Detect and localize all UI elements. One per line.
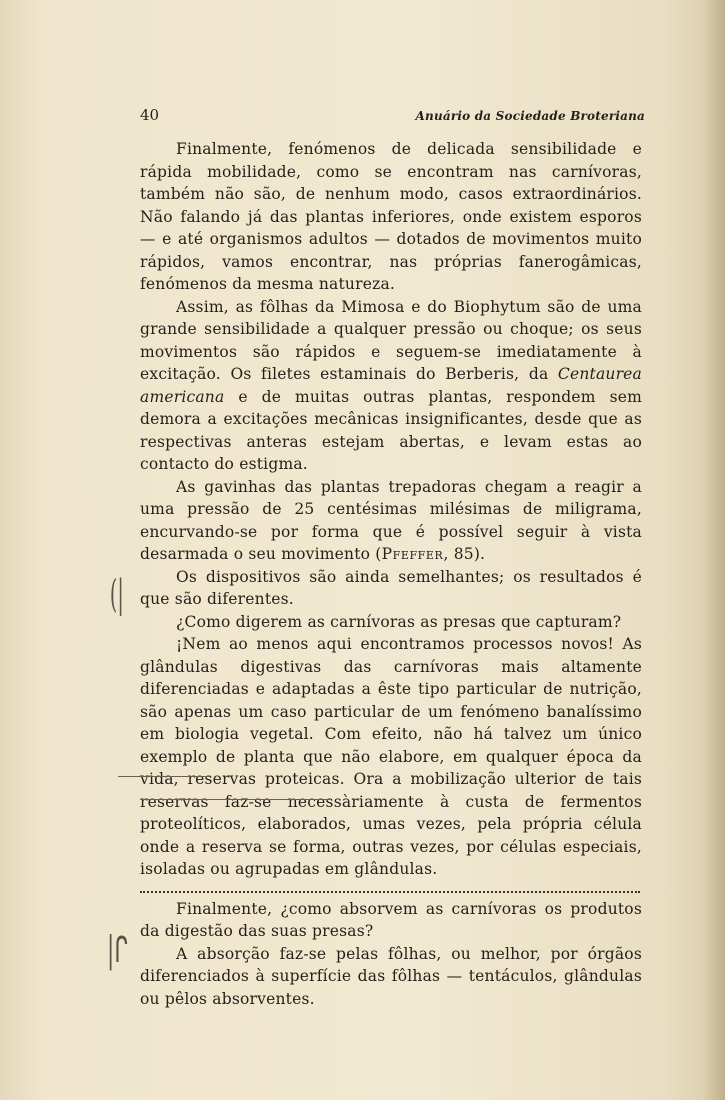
paragraph-2 xyxy=(140,296,642,476)
paragraph-8: A absorção faz-se pelas fôlhas, ou melhor, por órgãos diferenciados à superfície das fôlhas — tentáculos, glândulas ou pêlos absorventes. xyxy=(140,944,642,1008)
citation-author: Pfeffer xyxy=(381,545,444,563)
paragraph-7: Finalmente, ¿como absorvem as carnívoras os produtos da digestão das suas presas? xyxy=(140,899,642,940)
paragraph-2-text-c: e de muitas outras plantas, respondem sem demora a excitações mecânicas insignificantes, desde que as respectivas anteras estejam abertas, e levam estas ao contacto do estigma. xyxy=(140,387,642,473)
paragraph-5: ¿Como digerem as carnívoras as presas que capturam? xyxy=(176,612,622,631)
paragraph-2-text-a: Assim, as fôlhas da Mimosa e do Biophytum são de uma grande sensibilidade a qualquer pressão ou choque; os seus movimentos são rápidos e seguem-se imediatamente à excitação. Os filetes estaminais do Berberis, da xyxy=(140,297,642,383)
paragraph-6: ¡Nem ao menos aqui encontramos processos novos! As glândulas digestivas das carnívoras mais altamente diferenciadas e adaptadas a êste tipo particular de nutrição, são apenas um caso particular de um fenómeno banalíssimo em biologia vegetal. Com efeito, não há talvez um único exemplo de planta que não elabore, em qualquer época da vida, reservas proteicas. Ora a mobilização ulterior de tais reservas faz-se necessàriamente à custa de fermentos proteolíticos, elaborados, umas vezes, pela própria célula onde a reserva se forma, outras vezes, por células especiais, isoladas ou agrupadas em glândulas. xyxy=(140,635,642,878)
pencil-margin-mark-2: |ᒋ xyxy=(106,930,128,971)
paragraph-3-text-a: As gavinhas das plantas trepadoras chegam a reagir a uma pressão de 25 centésimas milésimas de miligrama, encurvando-se por forma que é possível seguir à vista desarmada o seu movimento ( xyxy=(140,477,642,563)
paragraph-3 xyxy=(140,476,642,566)
paragraph-1: Finalmente, fenómenos de delicada sensibilidade e rápida mobilidade, como se encontram nas carnívoras, também não são, de nenhum modo, casos extraordinários. Não falando já das plantas inferiores, onde existem esporos — e até organismos adultos — dotados de movimentos muito rápidos, vamos encontrar, nas próprias fanerogâmicas, fenómenos da mesma natureza. xyxy=(140,140,642,293)
body-text xyxy=(140,138,642,1010)
species-name-italic: Centaurea americana xyxy=(140,365,642,406)
pencil-margin-mark: (| xyxy=(109,572,124,616)
dotted-separator xyxy=(140,891,640,893)
paragraph-4: Os dispositivos são ainda semelhantes; os resultados é que são diferentes. xyxy=(140,567,642,608)
pencil-underline xyxy=(118,776,210,777)
page-number: 40 xyxy=(140,106,160,124)
pencil-underline-2 xyxy=(140,799,330,800)
page-edge-shadow xyxy=(703,0,725,1100)
running-head: Anuário da Sociedade Broteriana xyxy=(415,109,645,123)
page-header xyxy=(140,106,645,126)
paragraph-3-text-c: , 85). xyxy=(443,545,486,563)
